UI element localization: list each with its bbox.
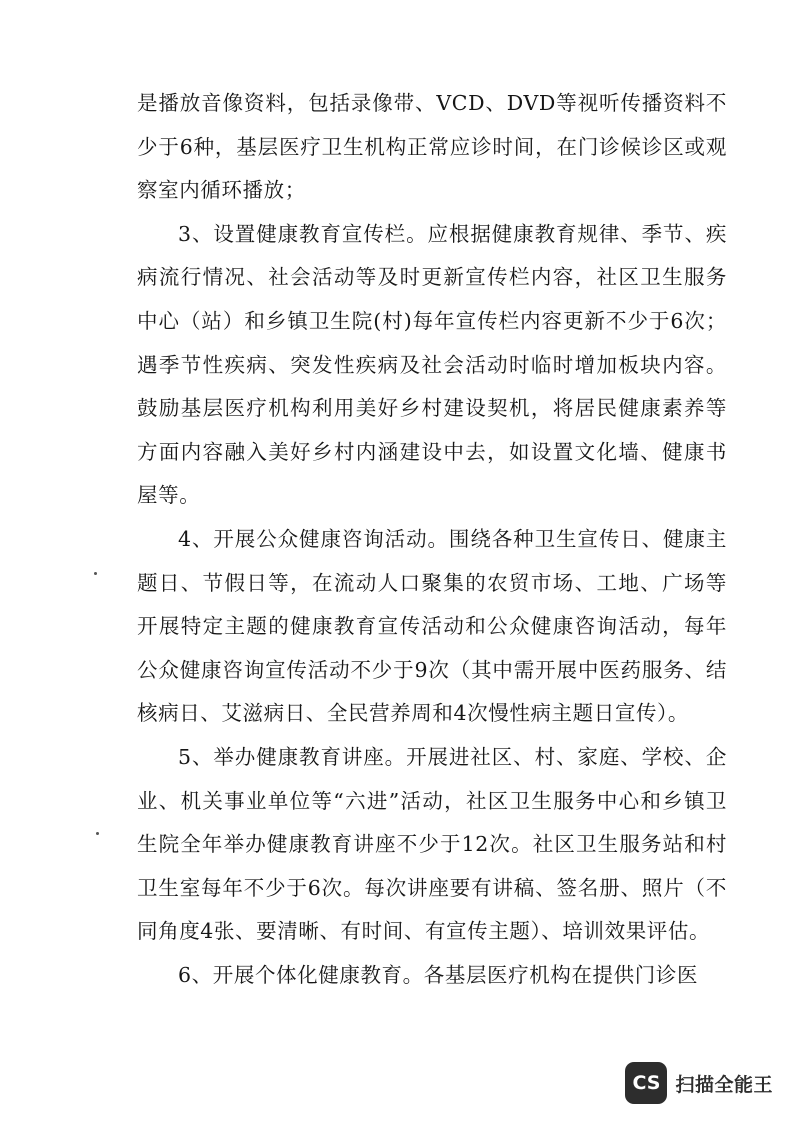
camscanner-logo-icon: CS xyxy=(625,1062,667,1104)
watermark-app-name: 扫描全能王 xyxy=(675,1073,773,1096)
paragraph-2: 3、设置健康教育宣传栏。应根据健康教育规律、季节、疾病流行情况、社会活动等及时更新宣传栏内容，社区卫生服务中心（站）和乡镇卫生院(村)每年宣传栏内容更新不少于6次；遇季节性疾病、突发性疾病及社会活动时临时增加板块内容。鼓励基层医疗机构利用美好乡村建设契机，将居民健康素养等方面内容融入美好乡村内涵建设中去，如设置文化墙、健康书屋等。 xyxy=(137,221,727,508)
camscanner-watermark xyxy=(625,1062,773,1104)
paragraph-1: 是播放音像资料，包括录像带、VCD、DVD等视听传播资料不少于6种，基层医疗卫生机构正常应诊时间，在门诊候诊区或观察室内循环播放； xyxy=(137,91,727,203)
paragraph-4: 5、举办健康教育讲座。开展进社区、村、家庭、学校、企业、机关事业单位等“六进”活动，社区卫生服务中心和乡镇卫生院全年举办健康教育讲座不少于12次。社区卫生服务站和村卫生室每年不少于6次。每次讲座要有讲稿、签名册、照片（不同角度4张、要清晰、有时间、有宣传主题）、培训效果评估。 xyxy=(137,744,727,944)
document-body xyxy=(137,82,727,997)
scan-speck xyxy=(96,832,99,835)
scan-speck xyxy=(94,572,97,575)
paragraph-5: 6、开展个体化健康教育。各基层医疗机构在提供门诊医 xyxy=(178,962,699,987)
paragraph-3: 4、开展公众健康咨询活动。围绕各种卫生宣传日、健康主题日、节假日等，在流动人口聚集的农贸市场、工地、广场等开展特定主题的健康教育宣传活动和公众健康咨询活动，每年公众健康咨询宣传活动不少于9次（其中需开展中医药服务、结核病日、艾滋病日、全民营养周和4次慢性病主题日宣传）。 xyxy=(137,526,727,726)
